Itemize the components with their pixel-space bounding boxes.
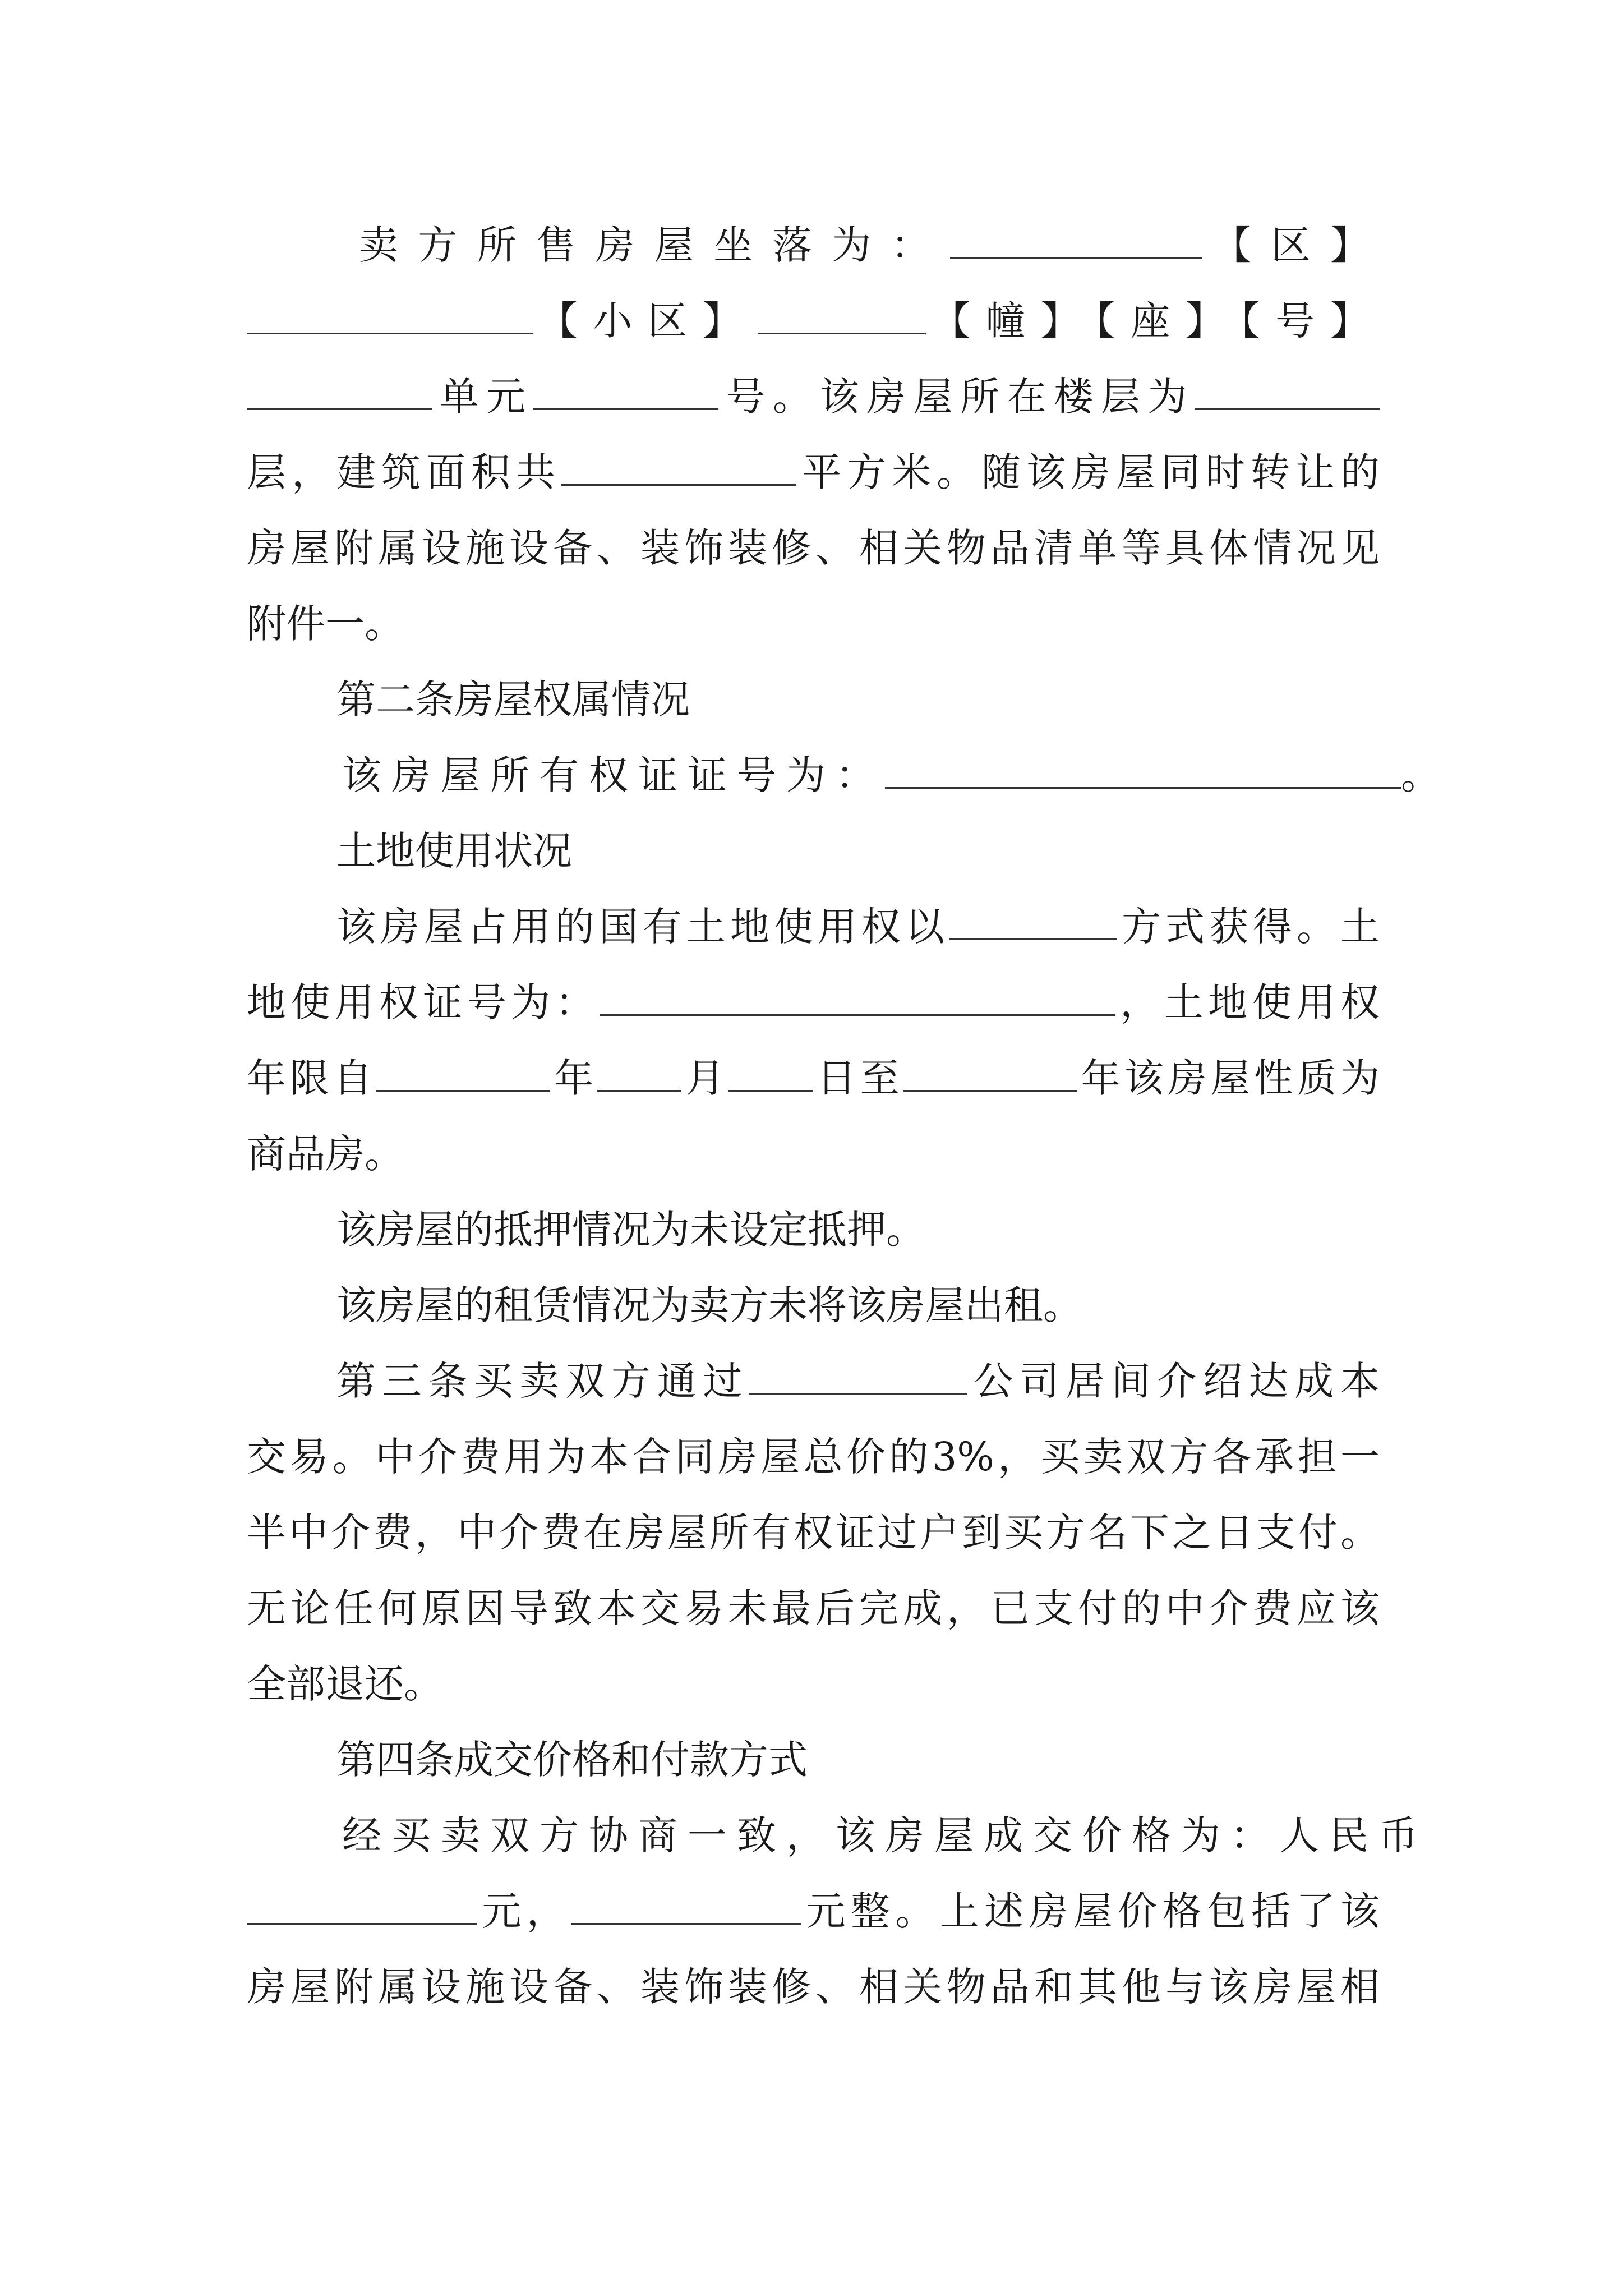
- blank-field: [885, 752, 1401, 789]
- blank-field: [247, 1888, 477, 1925]
- text: 卖方所售房屋坐落为：: [359, 222, 950, 268]
- para-line: [247, 293, 1380, 349]
- text: 平方米。随该房屋同时转让的: [796, 449, 1380, 495]
- blank-field: [533, 374, 718, 410]
- text: 层，建筑面积共: [247, 449, 561, 495]
- text: 该房屋占用的国有土地使用权以: [336, 904, 949, 950]
- text: 【区】: [1202, 222, 1380, 268]
- text: 日至: [813, 1055, 903, 1101]
- para-line: [247, 369, 1380, 425]
- text: 年限自: [247, 1055, 377, 1101]
- text: 【小区】: [533, 298, 758, 344]
- blank-field: [561, 449, 796, 486]
- blank-field: [600, 979, 1115, 1016]
- blank-field: [247, 374, 432, 410]
- blank-field: [903, 1055, 1077, 1092]
- para-line: 房屋附属设施设备、装饰装修、相关物品和其他与该房屋相: [247, 1964, 1380, 2010]
- text: 元，: [477, 1888, 571, 1934]
- text: 号。该房屋所在楼层为: [718, 374, 1195, 420]
- text: 单元: [432, 374, 533, 420]
- para-line: 全部退还。: [247, 1661, 443, 1707]
- text: 月: [681, 1055, 729, 1101]
- text: 。: [1401, 752, 1450, 798]
- blank-field: [950, 222, 1202, 259]
- blank-field: [571, 1888, 801, 1925]
- para-line: [359, 217, 1380, 273]
- text: 地使用权证号为：: [247, 979, 600, 1025]
- text: 年该房屋性质为: [1077, 1055, 1380, 1101]
- para-line: 附件一。: [247, 601, 404, 647]
- para-line: [247, 1050, 1380, 1106]
- para-line: 交易。中介费用为本合同房屋总价的3%，买卖双方各承担一: [247, 1434, 1380, 1480]
- para-line: 经买卖双方协商一致，该房屋成交价格为：人民币: [342, 1812, 1428, 1858]
- section-heading: 第四条成交价格和付款方式: [336, 1737, 808, 1783]
- blank-field: [1195, 374, 1380, 410]
- text: 年: [550, 1055, 598, 1101]
- para-line: [336, 1353, 1380, 1409]
- para-line: 该房屋的租赁情况为卖方未将该房屋出租。: [336, 1282, 1082, 1328]
- text: 公司居间介绍达成本: [967, 1358, 1380, 1404]
- para-line: [336, 899, 1380, 955]
- blank-field: [758, 298, 926, 334]
- text: 元整。上述房屋价格包括了该: [801, 1888, 1380, 1934]
- para-line: 无论任何原因导致本交易未最后完成，已支付的中介费应该: [247, 1585, 1380, 1631]
- para-line: 房屋附属设施设备、装饰装修、相关物品清单等具体情况见: [247, 525, 1380, 571]
- blank-field: [949, 904, 1117, 940]
- blank-field: [728, 1055, 813, 1092]
- para-line: [247, 1883, 1380, 1939]
- text: 该房屋所有权证证号为：: [342, 752, 885, 798]
- section-heading: 第二条房屋权属情况: [336, 677, 690, 723]
- blank-field: [749, 1358, 967, 1395]
- para-line: 该房屋的抵押情况为未设定抵押。: [336, 1207, 925, 1253]
- section-heading: 土地使用状况: [336, 828, 572, 874]
- blank-field: [247, 298, 533, 334]
- blank-field: [376, 1055, 550, 1092]
- text: 方式获得。土: [1117, 904, 1380, 950]
- blank-field: [597, 1055, 681, 1092]
- text: 第三条买卖双方通过: [336, 1358, 749, 1404]
- para-line: [247, 444, 1380, 500]
- text: 【幢】【座】【号】: [925, 298, 1380, 344]
- para-line: 商品房。: [247, 1131, 404, 1177]
- text: ，土地使用权: [1115, 979, 1380, 1025]
- para-line: [342, 747, 1450, 803]
- para-line: [247, 974, 1380, 1030]
- para-line: 半中介费，中介费在房屋所有权证过户到买方名下之日支付。: [247, 1510, 1380, 1556]
